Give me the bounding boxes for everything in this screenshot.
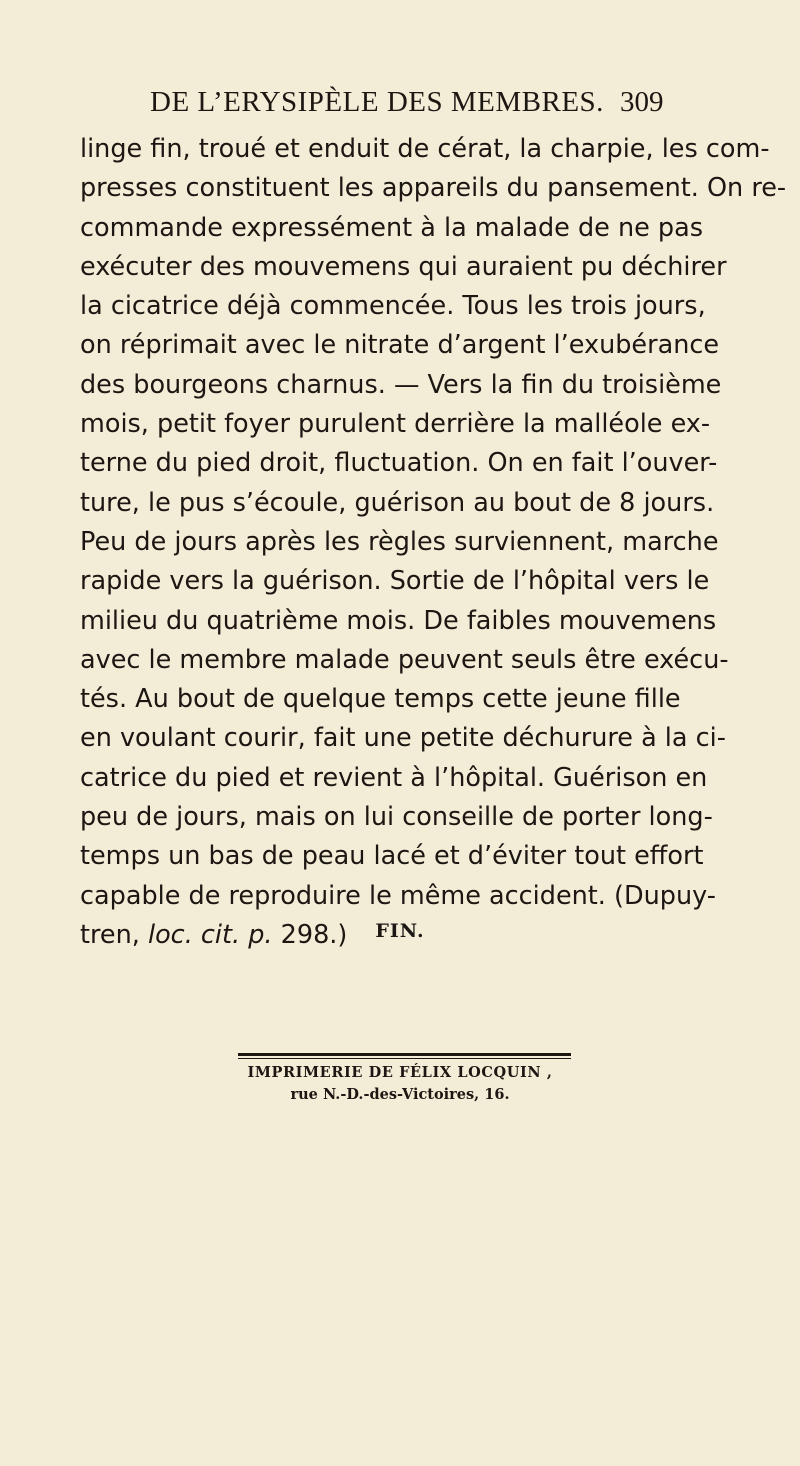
running-title: DE L’ERYSIPÈLE DES MEMBRES.: [150, 86, 604, 118]
text-line: temps un bas de peau lacé et d’éviter tout effort: [80, 841, 704, 872]
text-line: on réprimait avec le nitrate d’argent l’exubérance: [80, 330, 720, 361]
text-line: Peu de jours après les règles surviennent, marche: [80, 526, 719, 557]
citation-italic: loc. cit. p.: [147, 919, 273, 950]
text-line: exécuter des mouvemens qui auraient pu déchirer: [80, 251, 727, 282]
text-line: terne du pied droit, fluctuation. On en fait l’ouver-: [80, 448, 718, 479]
printer-name: IMPRIMERIE DE FÉLIX LOCQUIN ,: [247, 1064, 553, 1081]
page-number: 309: [620, 86, 664, 118]
imprint-rule: [238, 1053, 571, 1056]
text-line: la cicatrice déjà commencée. Tous les trois jours,: [80, 291, 706, 322]
text-line: ture, le pus s’écoule, guérison au bout de 8 jours.: [80, 487, 715, 518]
text-line: rapide vers la guérison. Sortie de l’hôpital vers le: [80, 566, 710, 597]
text-line: mois, petit foyer purulent derrière la malléole ex-: [80, 409, 711, 440]
body-text: [80, 130, 787, 955]
text-line: tés. Au bout de quelque temps cette jeune fille: [80, 684, 681, 715]
text-line: peu de jours, mais on lui conseille de porter long-: [80, 802, 713, 833]
text-line: linge fin, troué et enduit de cérat, la charpie, les com-: [80, 134, 770, 164]
text-line: avec le membre malade peuvent seuls être exécu-: [80, 644, 729, 675]
text-line: presses constituent les appareils du pansement. On re-: [80, 173, 787, 204]
text-line: en voulant courir, fait une petite déchurure à la ci-: [80, 723, 726, 754]
text-line: capable de reproduire le même accident. (Dupuy-: [80, 880, 716, 911]
last-line-tail: 298.): [272, 919, 348, 950]
text-line: milieu du quatrième mois. De faibles mouvemens: [80, 605, 717, 636]
printer-imprint: [0, 1062, 800, 1106]
last-line-lead: tren,: [80, 919, 148, 950]
fin-mark: FIN.: [375, 920, 425, 942]
text-line: des bourgeons charnus. — Vers la fin du troisième: [80, 369, 722, 400]
printer-address: rue N.-D.-des-Victoires, 16.: [290, 1086, 510, 1103]
text-line: catrice du pied et revient à l’hôpital. Guérison en: [80, 762, 708, 793]
text-line: commande expressément à la malade de ne pas: [80, 212, 703, 243]
